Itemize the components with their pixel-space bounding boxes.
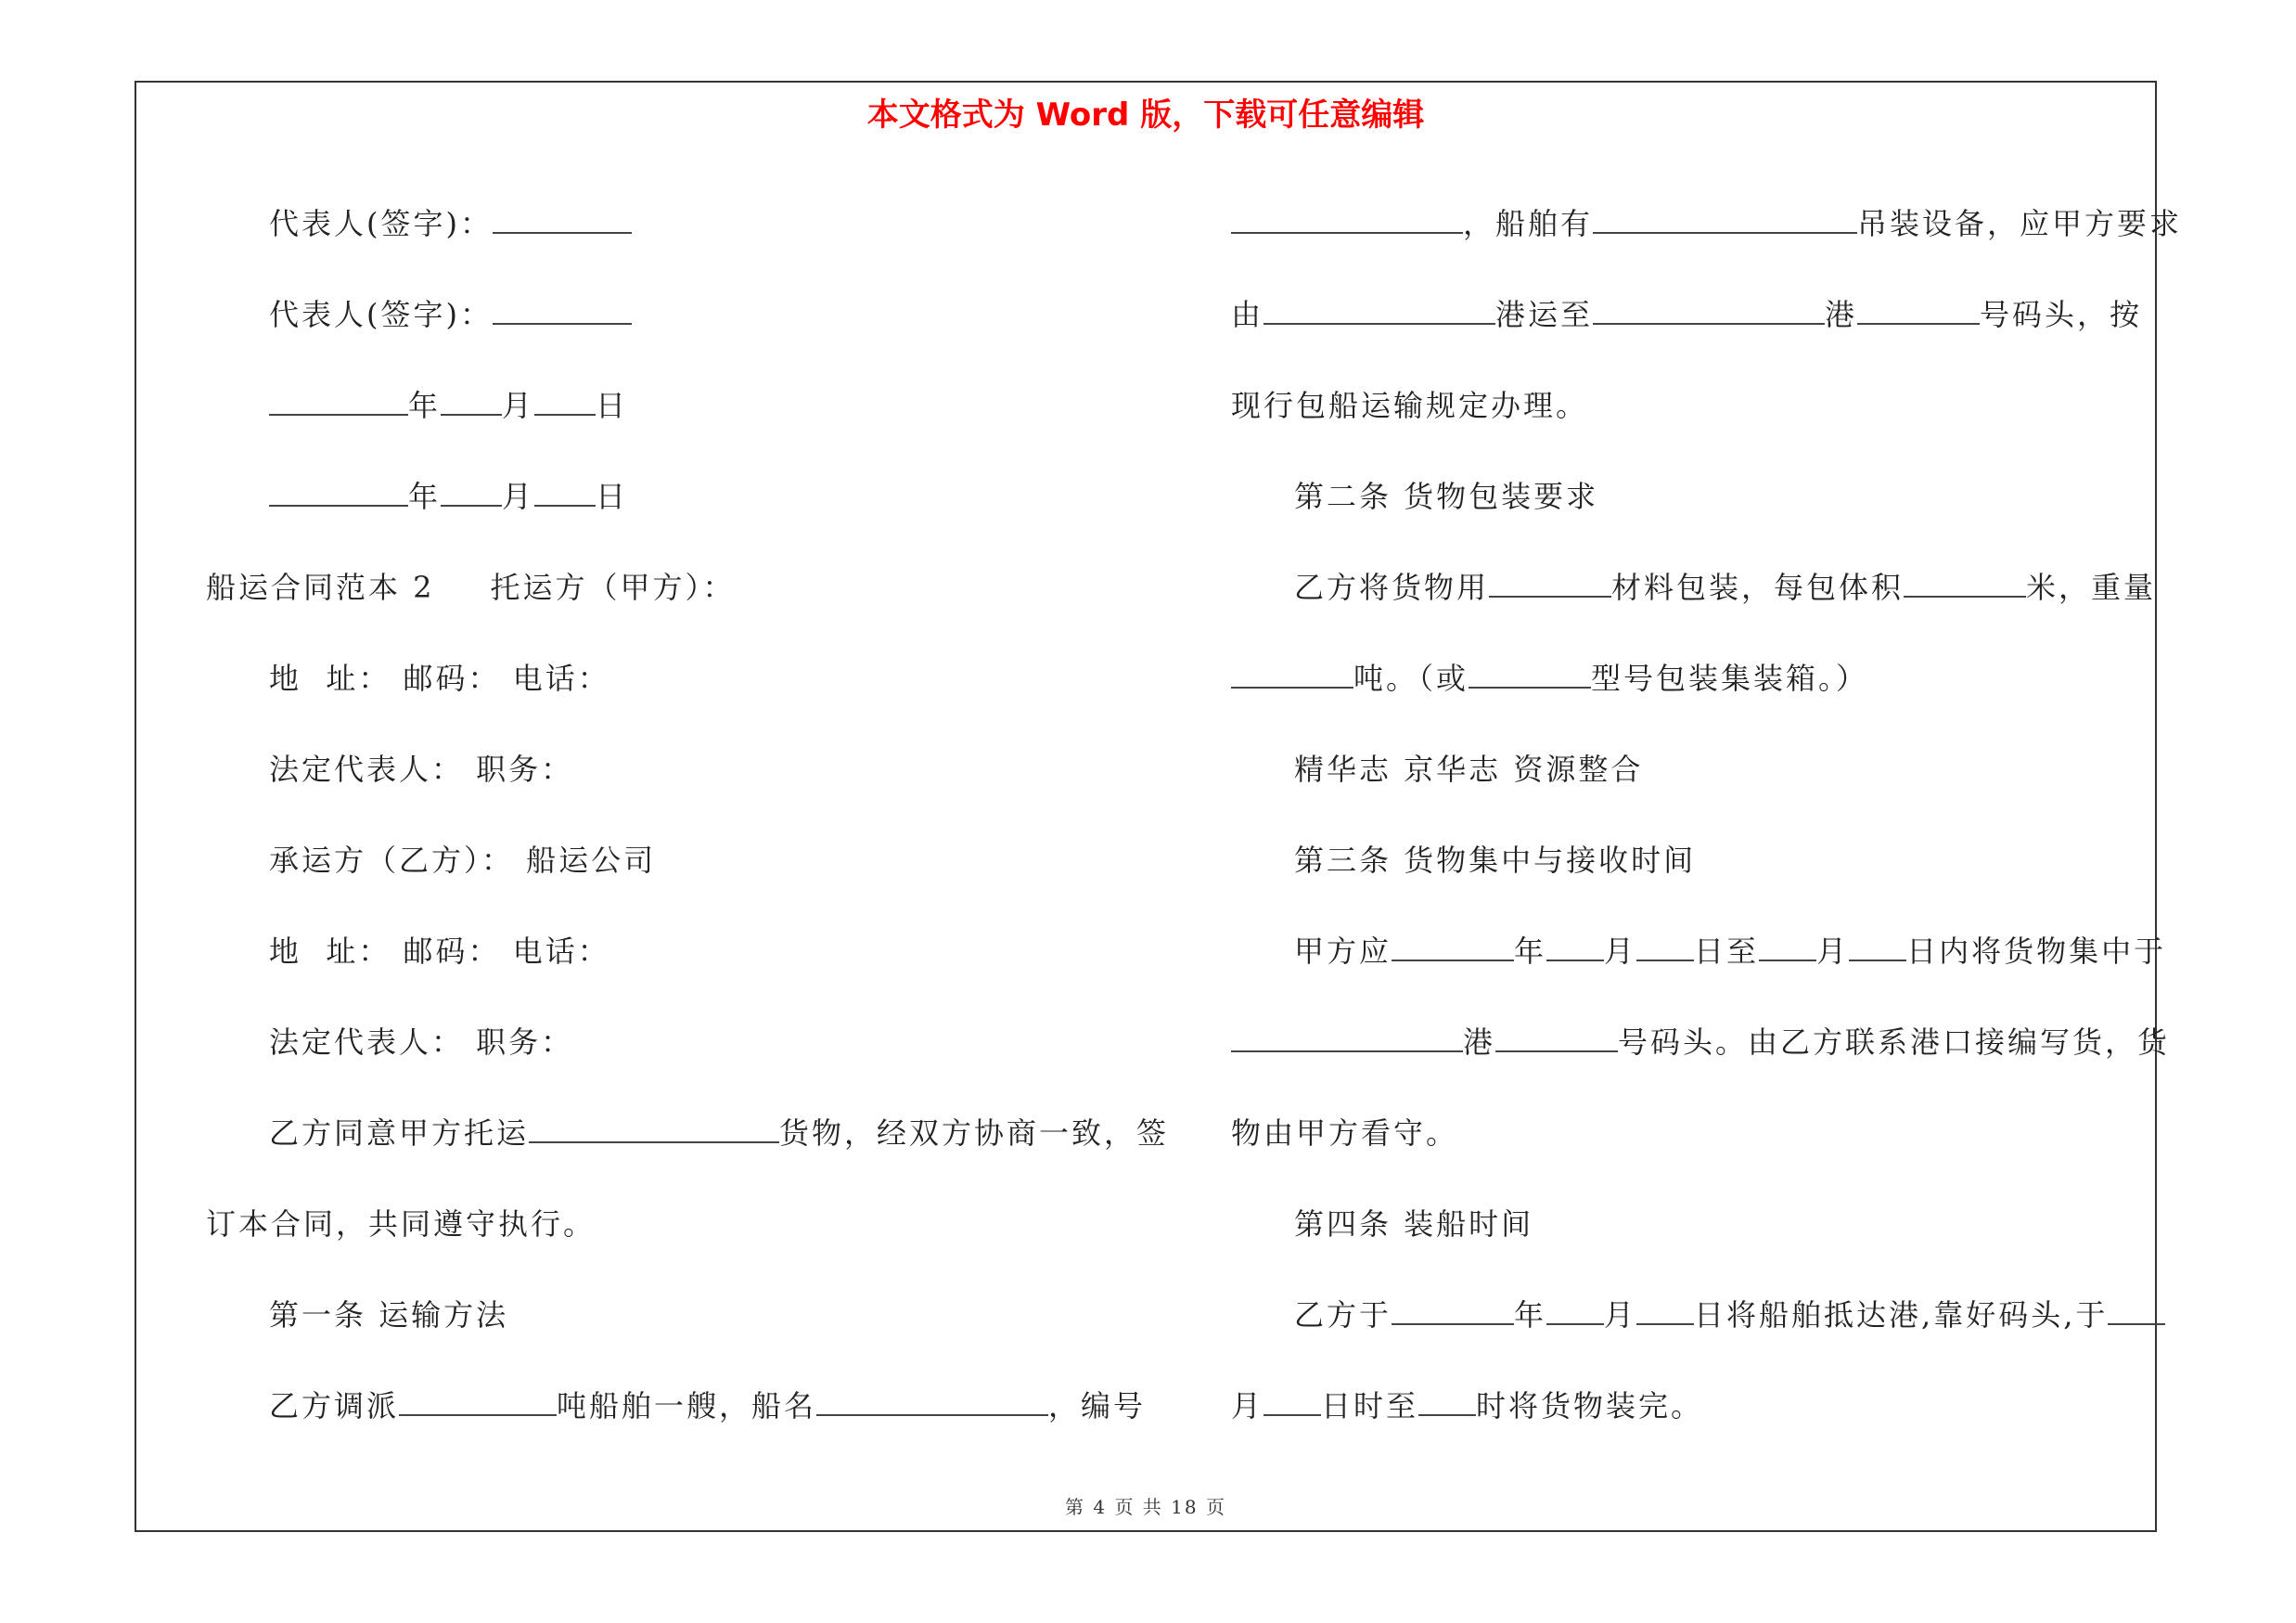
- rep-sign-line-1: 代表人(签字)：: [206, 178, 1175, 269]
- document-page: [135, 81, 2183, 1532]
- custody-line: 物由甲方看守。: [1231, 1115, 1459, 1151]
- ship-number-blank: [1231, 208, 1463, 234]
- day-blank: [534, 390, 596, 416]
- collection-port-line: 港 号码头。由乙方联系港口接编写货，货: [1231, 997, 2159, 1088]
- year-blank: [269, 390, 408, 416]
- carrier-address-line: 地 址： 邮码： 电话：: [269, 934, 610, 969]
- month-blank: [1546, 935, 1604, 961]
- month-blank: [441, 481, 502, 507]
- date-blank: [2108, 1299, 2165, 1325]
- container-type-blank: [1469, 663, 1591, 689]
- day-blank: [1636, 935, 1694, 961]
- watermark-line: 精华志 京华志 资源整合: [1294, 752, 1644, 787]
- article-1-heading: 第一条 运输方法: [269, 1297, 509, 1333]
- year-blank: [269, 481, 408, 507]
- shipper-address-line: 地 址： 邮码： 电话：: [269, 661, 610, 696]
- shipper-label: 托运方（甲方）：: [490, 570, 736, 605]
- carrier-line: 承运方（乙方）： 船运公司: [269, 843, 657, 878]
- route-line: 由 港运至 港 号码头，按: [1231, 297, 2143, 332]
- equipment-blank: [1593, 208, 1857, 234]
- ship-number-line: ，船舶有 吊装设备，应甲方要求: [1231, 178, 2159, 269]
- material-blank: [1489, 572, 1611, 598]
- sample-title-line: [206, 542, 1175, 633]
- banner-text: 本文格式为 Word 版，下载可任意编辑: [866, 97, 1425, 134]
- month-blank: [441, 390, 502, 416]
- carrier-rep-line: 法定代表人： 职务：: [269, 1024, 574, 1060]
- regulation-line: 现行包船运输规定办理。: [1231, 388, 1589, 423]
- tonnage-blank: [399, 1390, 557, 1416]
- year-blank: [1392, 935, 1514, 961]
- hour-blank: [1418, 1390, 1476, 1416]
- date-line-1: 年 月 日: [206, 360, 1175, 451]
- page-number: 4: [1093, 1496, 1108, 1518]
- packaging-line-1: 乙方将货物用 材料包装，每包体积 米，重量: [1294, 570, 2157, 605]
- day-blank: [1263, 1390, 1321, 1416]
- ship-assign-line: 乙方调派 吨船舶一艘，船名 ，编号: [269, 1388, 1147, 1423]
- shipper-rep-line: 法定代表人： 职务：: [269, 752, 574, 787]
- weight-blank: [1231, 663, 1353, 689]
- port-blank: [1231, 1026, 1463, 1052]
- day-blank: [1849, 935, 1906, 961]
- rep-sign-line-2: 代表人(签字)：: [206, 269, 1175, 360]
- day-blank: [1636, 1299, 1694, 1325]
- article-2-heading: 第二条 货物包装要求: [1294, 479, 1599, 514]
- signature-blank: [493, 299, 632, 325]
- year-blank: [1392, 1299, 1514, 1325]
- left-column: [206, 178, 1175, 1451]
- signature-blank: [493, 208, 632, 234]
- article-3-heading: 第三条 货物集中与接收时间: [1294, 843, 1697, 878]
- ship-name-blank: [816, 1390, 1048, 1416]
- volume-blank: [1904, 572, 2026, 598]
- month-blank: [1546, 1299, 1604, 1325]
- date-line-2: 年 月 日: [206, 451, 1175, 542]
- berth-blank: [1857, 299, 1980, 325]
- berth-blank: [1495, 1026, 1618, 1052]
- month-blank: [1759, 935, 1816, 961]
- day-blank: [534, 481, 596, 507]
- agreement-line-2: 订本合同，共同遵守执行。: [206, 1206, 596, 1242]
- goods-blank: [529, 1117, 779, 1143]
- destination-port-blank: [1593, 299, 1825, 325]
- word-format-banner: [136, 89, 2155, 141]
- right-column: [1231, 178, 2183, 1451]
- page-footer: 第 4 页 共 18 页: [1065, 1496, 1226, 1518]
- agreement-line-1: 乙方同意甲方托运 货物，经双方协商一致，签: [269, 1115, 1170, 1151]
- packaging-line-2: 吨。（或 型号包装集装箱。）: [1231, 633, 2159, 724]
- article-4-heading: 第四条 装船时间: [1294, 1206, 1534, 1242]
- loading-time-line: 月 日时至 时将货物装完。: [1231, 1388, 1704, 1423]
- arrival-time-line: 乙方于 年 月 日将船舶抵达港,靠好码头,于: [1231, 1269, 2159, 1360]
- origin-port-blank: [1263, 299, 1495, 325]
- collection-time-line: 甲方应 年 月 日至 月 日内将货物集中于: [1294, 934, 2167, 969]
- sample-title: 船运合同范本 2: [206, 570, 435, 605]
- total-pages: 18: [1171, 1496, 1199, 1518]
